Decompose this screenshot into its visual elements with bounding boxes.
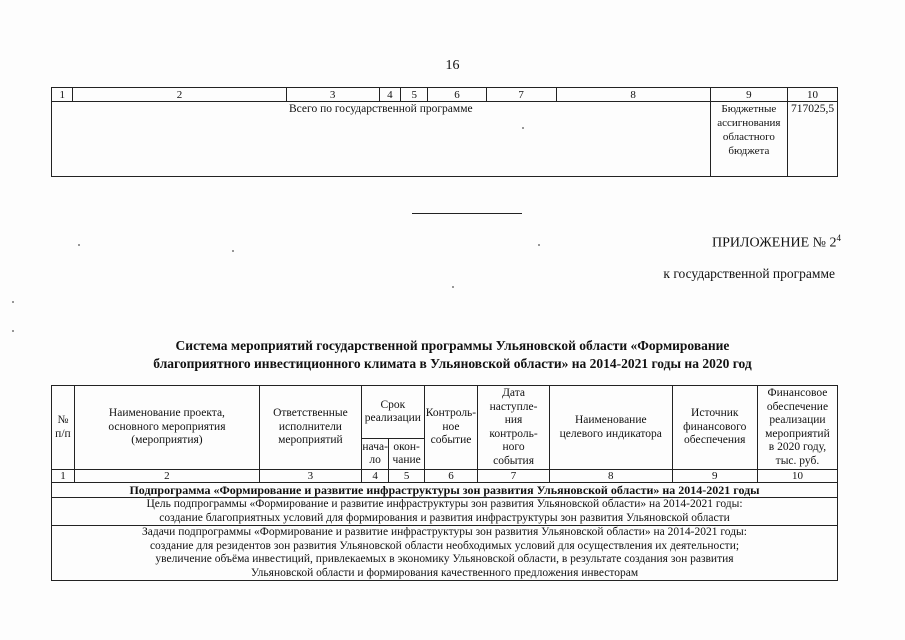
column-number-row	[52, 88, 838, 102]
total-amount: 717025,5	[788, 102, 838, 177]
page-number: 16	[445, 58, 460, 73]
col-number: 1	[52, 470, 75, 483]
header-line: события	[493, 454, 534, 467]
header-line: финансового	[683, 420, 747, 433]
header-line: Ответственные	[273, 407, 348, 420]
col-number: 9	[672, 470, 757, 483]
col-number: 4	[361, 470, 389, 483]
funding-source-line: областного	[722, 131, 775, 143]
header-line: Дата	[502, 387, 525, 399]
document-title	[0, 337, 905, 373]
header-line: Финансовое	[767, 387, 828, 399]
header-line: ного	[502, 441, 525, 453]
header-start	[361, 439, 389, 470]
subprogram-tasks	[52, 526, 838, 581]
header-line: событие	[430, 434, 472, 447]
col-number: 4	[379, 88, 400, 102]
col-number: 6	[428, 88, 486, 102]
header-line: чание	[392, 454, 421, 466]
header-line: окон-	[393, 440, 420, 453]
header-funding-source	[672, 386, 757, 470]
col-number: 10	[757, 470, 837, 483]
col-number: 5	[389, 470, 424, 483]
header-line: Контроль-	[425, 407, 477, 420]
goal-line: создание благоприятных условий для формирования и развития инфраструктуры зон развития Ульяновской области	[159, 511, 730, 524]
header-line: исполнители	[278, 420, 342, 433]
col-number: 2	[73, 88, 286, 102]
col-number: 7	[486, 88, 556, 102]
funding-source-line: ассигнования	[717, 117, 781, 129]
tasks-line: увеличение объёма инвестиций, привлекаемых в экономику Ульяновской области, в результате создания зон развития	[155, 553, 734, 565]
header-end	[389, 439, 424, 470]
subprogram-goal	[52, 498, 838, 526]
header-line: целевого индикатора	[559, 427, 662, 440]
header-row	[52, 386, 838, 439]
header-line: основного мероприятия	[108, 420, 226, 433]
header-line: ния	[504, 414, 523, 426]
header-event-date	[478, 386, 550, 470]
header-line: в 2020 году,	[768, 441, 827, 453]
scan-speck	[538, 244, 540, 246]
header-indicator	[549, 386, 672, 470]
funding-source-line: Бюджетные	[721, 103, 777, 115]
total-row	[52, 102, 838, 177]
document-title-line: Система мероприятий государственной программы Ульяновской области «Формирование	[175, 338, 730, 353]
header-line: обеспечение	[766, 400, 829, 413]
top-summary-table	[51, 87, 838, 177]
total-label: Всего по государственной программе	[52, 102, 711, 177]
header-term	[361, 386, 424, 439]
col-number: 7	[478, 470, 550, 483]
subprogram-title: Подпрограмма «Формирование и развитие инфраструктуры зон развития Ульяновской области» на 2014-2021 годы	[52, 483, 838, 498]
col-number: 5	[401, 88, 428, 102]
measures-table	[51, 385, 838, 581]
header-line: обеспечения	[684, 434, 746, 447]
header-line: контроль-	[489, 427, 538, 440]
header-line: ное	[442, 420, 460, 433]
column-number-row	[52, 470, 838, 483]
header-line: п/п	[55, 427, 71, 440]
tasks-line: создание для резидентов зон развития Ульяновской области необходимых условий для осуществления их деятельности;	[149, 539, 740, 552]
col-number: 2	[74, 470, 259, 483]
col-number: 3	[259, 470, 361, 483]
col-number: 8	[549, 470, 672, 483]
header-finance	[757, 386, 837, 470]
header-line: ло	[369, 454, 381, 466]
scan-speck	[12, 301, 14, 303]
appendix-title-superscript: 4	[836, 233, 841, 243]
document-title-line: благоприятного инвестиционного климата в Ульяновской области» на 2014-2021 годы на 2020 год	[153, 356, 752, 371]
scan-speck	[12, 330, 14, 332]
header-project-name	[74, 386, 259, 470]
header-line: реализации	[364, 412, 421, 424]
col-number: 8	[556, 88, 710, 102]
header-line: Наименование	[574, 414, 647, 426]
appendix-subtitle: к государственной программе	[663, 266, 835, 281]
header-line: №	[57, 414, 69, 426]
funding-source-line: бюджета	[728, 145, 770, 157]
header-line: (мероприятия)	[131, 434, 203, 447]
section-divider	[412, 213, 522, 214]
col-number: 10	[788, 88, 838, 102]
tasks-line: Задачи подпрограммы «Формирование и развитие инфраструктуры зон развития Ульяновской области» на 2014-2021 годы:	[142, 526, 747, 538]
header-line: наступле-	[489, 400, 538, 413]
scan-speck	[522, 127, 524, 129]
header-num	[52, 386, 75, 470]
scan-speck	[232, 250, 234, 252]
tasks-row	[52, 526, 838, 581]
header-line: нача-	[362, 440, 388, 453]
appendix-title	[712, 233, 841, 252]
tasks-line: Ульяновской области и формирования качественного предложения инвесторам	[250, 566, 639, 579]
header-line: мероприятий	[765, 427, 830, 440]
subprogram-row	[52, 483, 838, 498]
header-executors	[259, 386, 361, 470]
goal-line: Цель подпрограммы «Формирование и развитие инфраструктуры зон развития Ульяновской области» на 2014-2021 годы:	[146, 498, 743, 510]
col-number: 9	[710, 88, 788, 102]
col-number: 1	[52, 88, 73, 102]
col-number: 6	[424, 470, 477, 483]
header-line: Наименование проекта,	[108, 407, 225, 420]
col-number: 3	[286, 88, 379, 102]
header-line: Источник	[691, 407, 739, 420]
funding-source-cell	[710, 102, 788, 177]
header-line: тыс. руб.	[775, 454, 820, 467]
header-control-event	[424, 386, 477, 470]
header-line: мероприятий	[278, 434, 343, 447]
goal-row	[52, 498, 838, 526]
scan-speck	[452, 286, 454, 288]
header-line: Срок	[380, 398, 406, 411]
appendix-title-text: ПРИЛОЖЕНИЕ № 2	[712, 235, 837, 251]
scan-speck	[78, 244, 80, 246]
header-line: реализации	[769, 414, 826, 426]
